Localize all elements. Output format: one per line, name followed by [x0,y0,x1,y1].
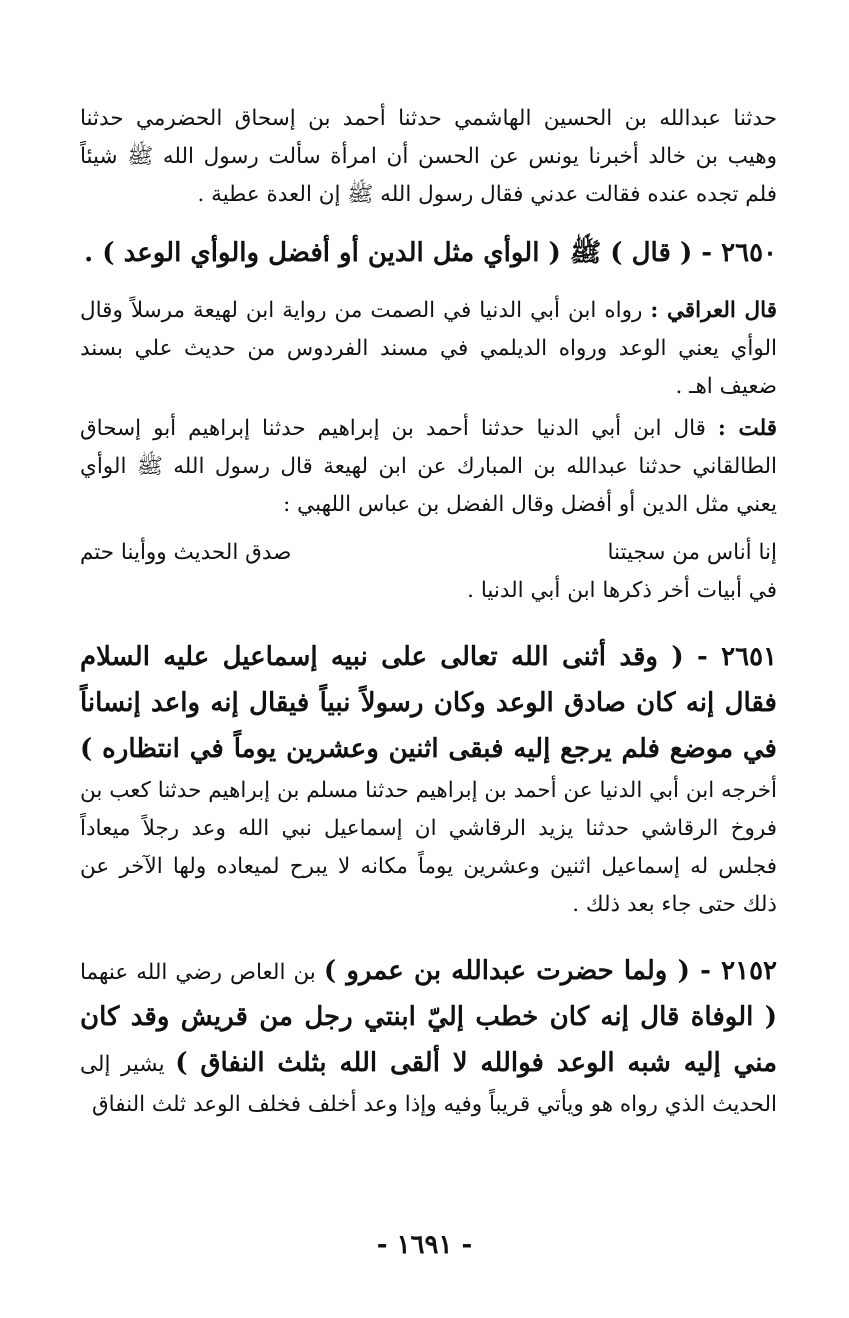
hadith-2152-narrator: بن العاص رضي الله عنهما [80,960,316,985]
paragraph-hadith-opening: حدثنا عبدالله بن الحسين الهاشمي حدثنا أحمد بن إسحاق الحضرمي حدثنا وهيب بن خالد أخبرنا يونس عن الحسن أن امرأة سألت رسول الله ﷺ شيئاً فلم تجده عنده فقالت عدني فقال رسول الله ﷺ إن العدة عطية . [80,106,777,207]
paragraph-hadith-2651 [80,634,777,924]
verse-line [80,534,777,572]
paragraph-hadith-2152 [80,948,777,1124]
paragraph-author-note [80,410,777,524]
qult-text: قال ابن أبي الدنيا حدثنا أحمد بن إبراهيم حدثنا إبراهيم أبو إسحاق الطالقاني حدثنا عبدالله بن المبارك عن ابن لهيعة قال رسول الله ﷺ الوأي يعني مثل الدين أو أفضل وقال الفضل بن عباس اللهبي : [80,416,777,517]
heading-hadith-2650: ٢٦٥٠ - ( قال ) ﷺ ( الوأي مثل الدين أو أفضل والوأي الوعد ) . [84,238,777,268]
page-number: - ١٦٩١ - [376,1230,473,1260]
qult-label: قلت : [717,416,777,441]
iraqi-text: رواه ابن أبي الدنيا في الصمت من رواية ابن لهيعة مرسلاً وقال الوأي يعني الوعد ورواه الديلمي في مسند الفردوس من حديث علي بسند ضعيف اهـ . [80,298,777,399]
heading-hadith-2152: ٢١٥٢ - ( ولما حضرت عبدالله بن عمرو ) [323,956,778,986]
verse-after-note: في أبيات أخر ذكرها ابن أبي الدنيا . [467,578,777,603]
hadith-2152-commentary: يشير إلى الحديث الذي رواه هو ويأتي قريباً وفيه وإذا وعد أخلف فخلف الوعد ثلث النفاق [80,1052,777,1117]
poetry-verse [80,534,777,610]
iraqi-label: قال العراقي : [650,298,778,323]
heading-hadith-2651: ٢٦٥١ - ( وقد أثنى الله تعالى على نبيه إسماعيل عليه السلام فقال إنه كان صادق الوعد وكان رسولاً نبياً فيقال إنه واعد إنساناً في موضع فلم يرجع إليه فبقى اثنين وعشرين يوماً في انتظاره ) [80,642,777,764]
verse-hemistich-first: إنا أناس من سجيتنا [607,540,777,565]
paragraph-iraqi-commentary [80,292,777,406]
hadith-2651-takhrij: أخرجه ابن أبي الدنيا عن أحمد بن إبراهيم حدثنا مسلم بن إبراهيم حدثنا كعب بن فروخ الرقاشي حدثنا يزيد الرقاشي ان إسماعيل نبي الله وعد رجلاً ميعاداً فجلس له إسماعيل اثنين وعشرين يوماً مكانه لا يبرح لميعاده ولها الآخر عن ذلك حتى جاء بعد ذلك . [80,778,777,917]
hadith-2152-quote: ( الوفاة قال إنه كان خطب إليّ ابنتي رجل من قريش وقد كان مني إليه شبه الوعد فوالله لا ألقى الله بثلث النفاق ) [80,1002,777,1078]
verse-hemistich-second: صدق الحديث ووأينا حتم [80,540,292,565]
